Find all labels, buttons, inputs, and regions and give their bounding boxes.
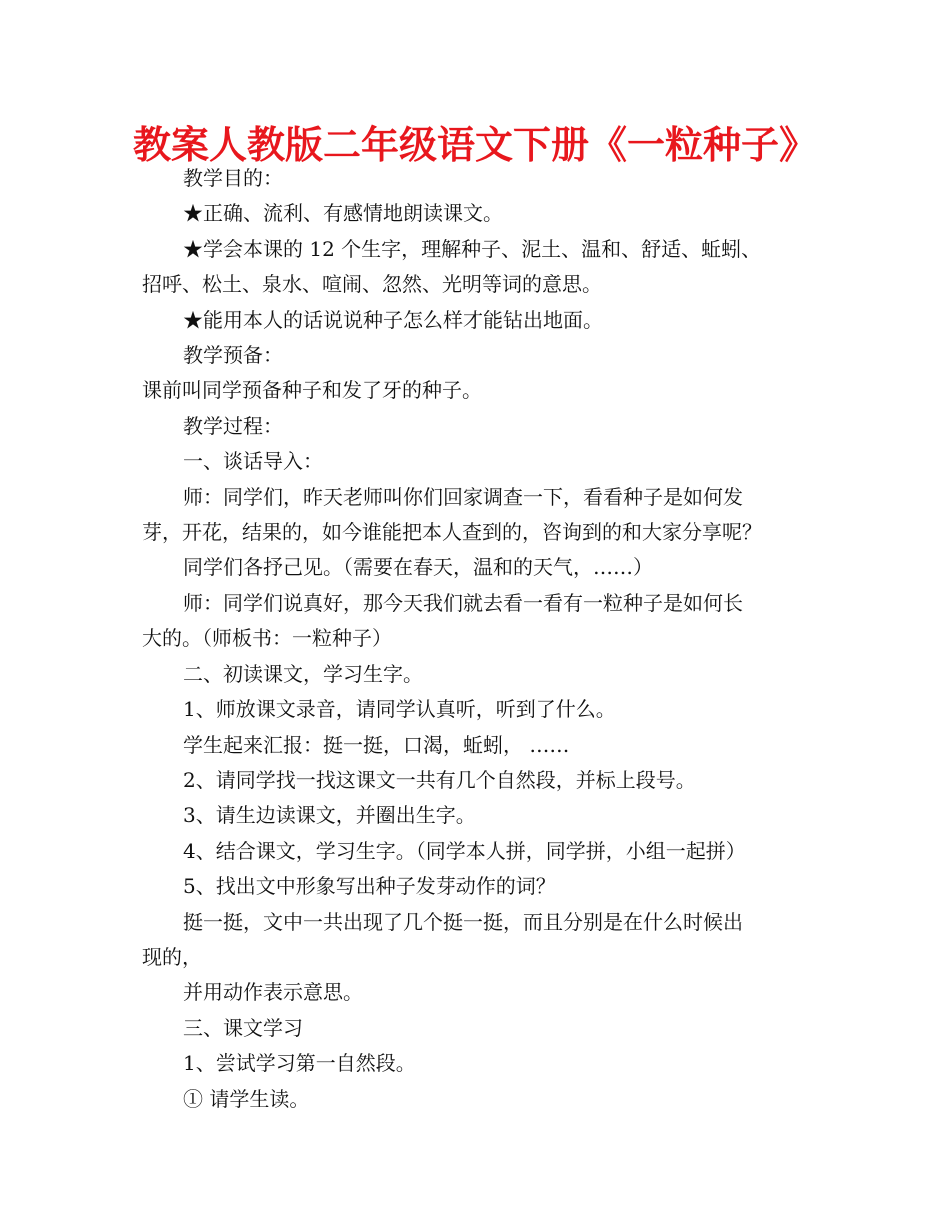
paragraph-line: 教学目的：: [183, 166, 283, 190]
paragraph-line: 教学预备：: [183, 343, 283, 368]
paragraph-line: 二、初读课文，学习生字。: [183, 661, 423, 686]
paragraph-line: 师：同学们，昨天老师叫你们回家调查一下，看看种子是如何发: [183, 484, 743, 509]
paragraph-line: 1、尝试学习第一自然段。: [183, 1051, 416, 1076]
paragraph-line: 招呼、松土、泉水、喧闹、忽然、光明等词的意思。: [142, 272, 602, 297]
paragraph-line: 三、课文学习: [183, 1015, 303, 1040]
document-body: [142, 161, 822, 1117]
paragraph-line: ★能用本人的话说说种子怎么样才能钻出地面。: [183, 307, 603, 332]
document-title: 教案人教版二年级语文下册《一粒种子》: [132, 123, 817, 167]
paragraph-line: 并用动作表示意思。: [183, 980, 363, 1005]
paragraph-line: 师：同学们说真好，那今天我们就去看一看有一粒种子是如何长: [183, 590, 743, 615]
paragraph-line: 学生起来汇报：挺一挺，口渴，蚯蚓， ……: [183, 732, 570, 757]
paragraph-line: 4、结合课文，学习生字。（同学本人拼，同学拼，小组一起拼）: [183, 838, 746, 863]
paragraph-line: 课前叫同学预备种子和发了牙的种子。: [142, 378, 482, 403]
paragraph-line: ★正确、流利、有感情地朗读课文。: [183, 201, 503, 226]
paragraph-line: ★学会本课的 12 个生字，理解种子、泥土、温和、舒适、蚯蚓、: [183, 236, 762, 261]
paragraph-line: 大的。（师板书：一粒种子）: [142, 626, 392, 651]
paragraph-line: 芽，开花，结果的，如今谁能把本人查到的，咨询到的和大家分享呢？: [142, 520, 762, 545]
paragraph-line: 2、请同学找一找这课文一共有几个自然段，并标上段号。: [183, 767, 696, 792]
paragraph-line: 1、师放课文录音，请同学认真听，听到了什么。: [183, 697, 616, 722]
paragraph-line: 5、找出文中形象写出种子发芽动作的词？: [183, 874, 556, 899]
paragraph-line: 教学过程：: [183, 413, 283, 438]
paragraph-line: 现的，: [142, 944, 202, 969]
paragraph-line: ① 请学生读。: [183, 1086, 310, 1111]
paragraph-line: 一、谈话导入：: [183, 449, 323, 474]
paragraph-line: 3、请生边读课文，并圈出生字。: [183, 803, 476, 828]
paragraph-line: 同学们各抒己见。（需要在春天，温和的天气，……）: [183, 555, 653, 580]
paragraph-line: 挺一挺，文中一共出现了几个挺一挺，而且分别是在什么时候出: [183, 909, 743, 934]
